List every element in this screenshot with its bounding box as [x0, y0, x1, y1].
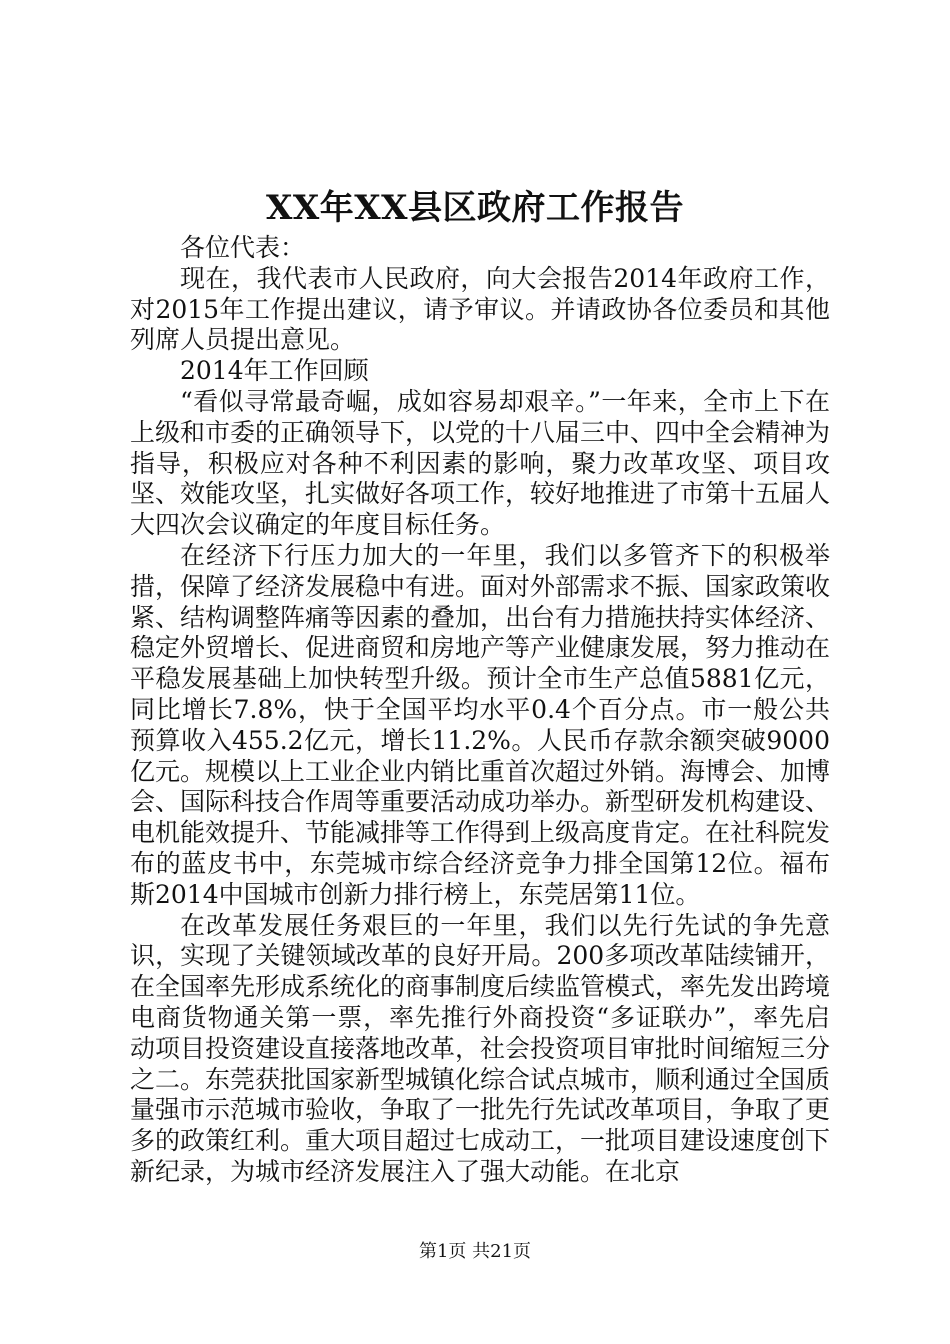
page-footer: 第1页 共21页: [418, 1241, 532, 1262]
paragraph-review: “看似寻常最奇崛，成如容易却艰辛。”一年来，全市上下在上级和市委的正确领导下，以党的十八届三中、四中全会精神为指导，积极应对各种不利因素的影响，聚力改革攻坚、项目攻坚、效能攻坚，扎实做好各项工作，较好地推进了市第十五届人大四次会议确定的年度目标任务。: [130, 386, 831, 540]
paragraph-intro: 现在，我代表市人民政府，向大会报告2014年政府工作，对2015年工作提出建议，请予审议。并请政协各位委员和其他列席人员提出意见。: [130, 263, 830, 355]
salutation: 各位代表：: [180, 233, 306, 262]
section-heading: 2014年工作回顾: [180, 356, 369, 386]
document-body: [130, 233, 830, 1188]
paragraph-reform: 在改革发展任务艰巨的一年里，我们以先行先试的争先意识，实现了关键领域改革的良好开局。200多项改革陆续铺开，在全国率先形成系统化的商事制度后续监管模式，率先发出跨境电商货物通关第一票，率先推行外商投资“多证联办”，率先启动项目投资建设直接落地改革，社会投资项目审批时间缩短三分之二。东莞获批国家新型城镇化综合试点城市，顺利通过全国质量强市示范城市验收，争取了一批先行先试改革项目，争取了更多的政策红利。重大项目超过七成动工，一批项目建设速度创下新纪录，为城市经济发展注入了强大动能。在北京: [130, 910, 831, 1186]
document-title: XX年XX县区政府工作报告: [265, 188, 685, 228]
paragraph-economy: 在经济下行压力加大的一年里，我们以多管齐下的积极举措，保障了经济发展稳中有进。面对外部需求不振、国家政策收紧、结构调整阵痛等因素的叠加，出台有力措施扶持实体经济、稳定外贸增长、促进商贸和房地产等产业健康发展，努力推动在平稳发展基础上加快转型升级。预计全市生产总值5881亿元，同比增长7.8%，快于全国平均水平0.4个百分点。市一般公共预算收入455.2亿元，增长11.2%。人民币存款余额突破9000亿元。规模以上工业企业内销比重首次超过外销。海博会、加博会、国际科技合作周等重要活动成功举办。新型研发机构建设、电机能效提升、节能减排等工作得到上级高度肯定。在社科院发布的蓝皮书中，东莞城市综合经济竞争力排全国第12位。福布斯2014中国城市创新力排行榜上，东莞居第11位。: [130, 540, 831, 909]
